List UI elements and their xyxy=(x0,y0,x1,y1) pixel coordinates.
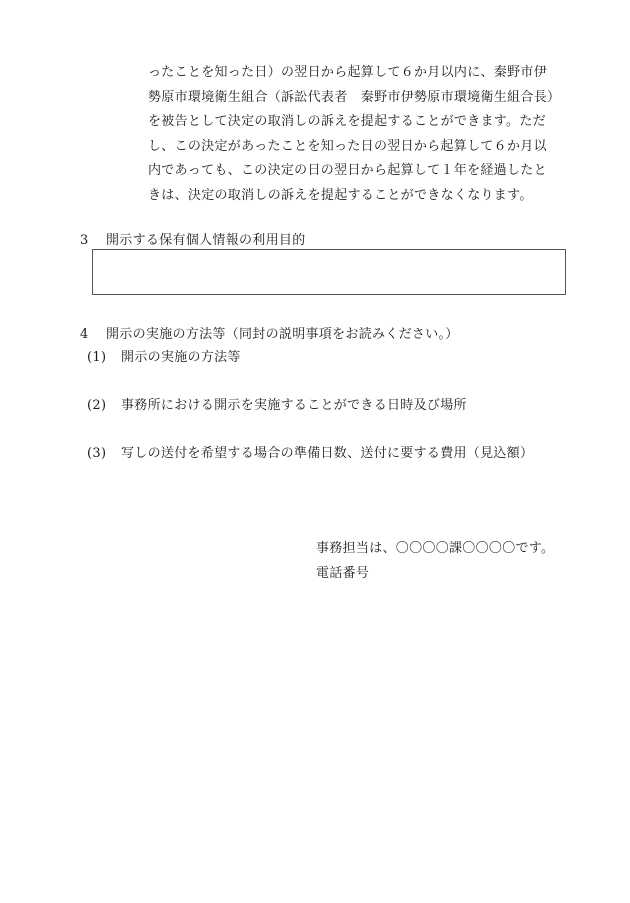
usage-purpose-box[interactable] xyxy=(92,249,566,295)
phone-number-label: 電話番号 xyxy=(316,566,370,581)
section-4-item-3 xyxy=(87,442,533,461)
paragraph-line: きは、決定の取消しの訴えを提起することができなくなります。 xyxy=(148,187,533,203)
section-3-heading xyxy=(80,229,306,248)
appeal-notice-paragraph xyxy=(148,61,588,209)
item-label: 写しの送付を希望する場合の準備日数、送付に要する費用（見込額） xyxy=(121,446,534,461)
item-number: (2) xyxy=(87,398,107,413)
section-3-title: 開示する保有個人情報の利用目的 xyxy=(106,233,306,248)
section-4-heading xyxy=(80,323,459,342)
section-4-title: 開示の実施の方法等（同封の説明事項をお読みください。） xyxy=(106,327,459,342)
section-3-number: 3 xyxy=(80,233,89,248)
item-label: 開示の実施の方法等 xyxy=(121,350,241,365)
paragraph-line: 勢原市環境衛生組合（訴訟代表者 秦野市伊勢原市環境衛生組合長） xyxy=(148,89,561,105)
section-4-number: 4 xyxy=(80,327,89,342)
paragraph-line: を被告として決定の取消しの訴えを提起することができます。ただ xyxy=(148,114,546,130)
paragraph-line: し、この決定があったことを知った日の翌日から起算して６か月以 xyxy=(148,138,547,154)
item-number: (3) xyxy=(87,446,107,461)
section-4-item-1 xyxy=(87,346,241,365)
item-label: 事務所における開示を実施することができる日時及び場所 xyxy=(121,398,467,413)
section-4-item-2 xyxy=(87,394,467,413)
staff-contact-line: 事務担当は、〇〇〇〇課〇〇〇〇です。 xyxy=(316,541,555,556)
paragraph-line: 内であっても、この決定の日の翌日から起算して１年を経過したと xyxy=(148,163,547,179)
item-number: (1) xyxy=(87,350,107,365)
paragraph-line: ったことを知った日）の翌日から起算して６か月以内に、秦野市伊 xyxy=(148,65,548,80)
